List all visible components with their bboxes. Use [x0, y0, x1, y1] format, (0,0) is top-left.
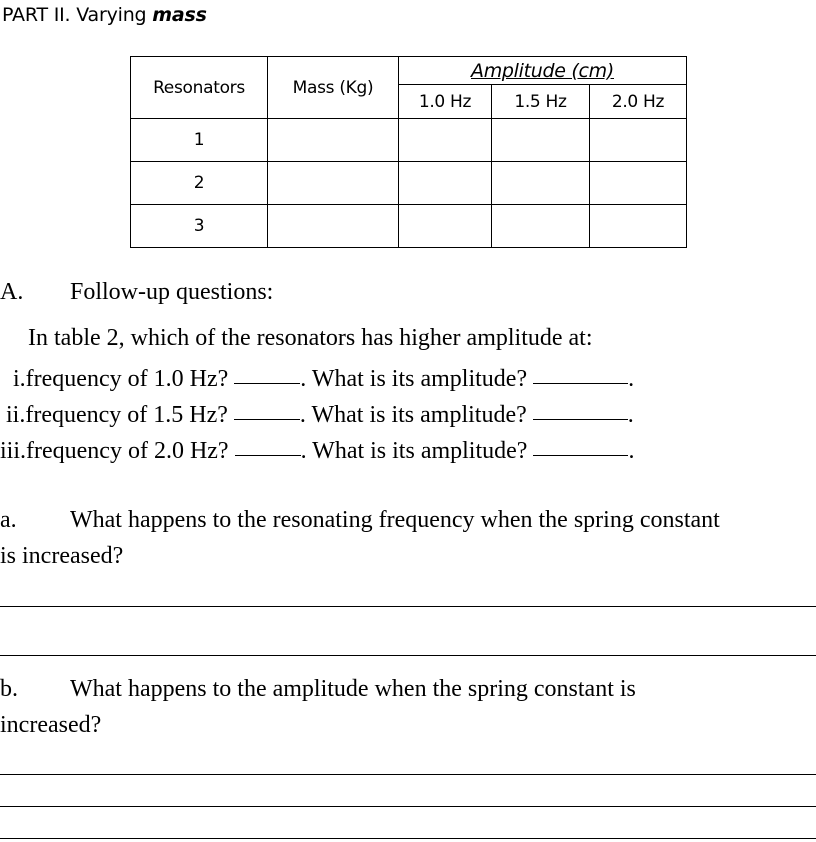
- amplitude-cell[interactable]: [590, 205, 687, 248]
- mass-cell[interactable]: [268, 162, 399, 205]
- amplitude-blank[interactable]: [533, 359, 628, 384]
- section-a-heading: [0, 279, 274, 306]
- amplitude-cell[interactable]: [590, 119, 687, 162]
- list-item: [13, 361, 634, 393]
- item-mid: . What is its amplitude?: [300, 438, 534, 464]
- item-mid: . What is its amplitude?: [300, 366, 534, 392]
- answer-line[interactable]: [0, 806, 816, 807]
- table-row: [131, 205, 687, 248]
- item-number: ii.: [6, 402, 26, 428]
- question-a-line2: is increased?: [0, 543, 124, 569]
- item-end: .: [628, 438, 635, 464]
- question-a-line1: What happens to the resonating frequency when the spring constant: [70, 507, 720, 533]
- question-b-line1: What happens to the amplitude when the spring constant is: [70, 676, 636, 702]
- header-freq-2: 1.5 Hz: [492, 85, 590, 119]
- amplitude-cell[interactable]: [492, 162, 590, 205]
- item-mid: . What is its amplitude?: [299, 402, 533, 428]
- amplitude-cell[interactable]: [492, 205, 590, 248]
- answer-line[interactable]: [0, 838, 816, 839]
- header-freq-3: 2.0 Hz: [590, 85, 687, 119]
- intro-text: In table 2, which of the resonators has higher amplitude at:: [28, 325, 593, 351]
- answer-line[interactable]: [0, 655, 816, 656]
- question-b-label: b.: [0, 676, 18, 702]
- amplitude-cell[interactable]: [399, 119, 492, 162]
- resonator-cell: 2: [131, 162, 268, 205]
- item-end: .: [627, 402, 634, 428]
- answer-blank[interactable]: [234, 359, 300, 384]
- data-table: [130, 56, 687, 248]
- resonator-cell: 1: [131, 119, 268, 162]
- amplitude-blank[interactable]: [533, 395, 628, 420]
- answer-blank[interactable]: [235, 431, 301, 456]
- amplitude-cell[interactable]: [399, 205, 492, 248]
- item-question: frequency of 1.5 Hz?: [25, 402, 234, 428]
- item-number: iii.: [0, 438, 27, 464]
- answer-blank[interactable]: [234, 395, 300, 420]
- part-title-prefix: PART II. Varying: [2, 4, 153, 26]
- item-number: i.: [13, 366, 26, 392]
- resonator-cell: 3: [131, 205, 268, 248]
- amplitude-cell[interactable]: [399, 162, 492, 205]
- header-mass: Mass (Kg): [268, 57, 399, 119]
- mass-cell[interactable]: [268, 205, 399, 248]
- header-resonators: Resonators: [131, 57, 268, 119]
- list-item: [0, 433, 634, 465]
- mass-cell[interactable]: [268, 119, 399, 162]
- amplitude-cell[interactable]: [590, 162, 687, 205]
- question-a-label: a.: [0, 507, 17, 533]
- table-row: [131, 162, 687, 205]
- question-b-line2: increased?: [0, 712, 102, 738]
- header-freq-1: 1.0 Hz: [399, 85, 492, 119]
- answer-line[interactable]: [0, 606, 816, 607]
- section-a-title: Follow-up questions:: [70, 279, 274, 305]
- part-title-emphasis: mass: [152, 4, 207, 26]
- amplitude-cell[interactable]: [492, 119, 590, 162]
- table-row: [131, 119, 687, 162]
- section-a-label: A.: [0, 279, 24, 305]
- part-title: [2, 4, 207, 26]
- answer-line[interactable]: [0, 774, 816, 775]
- item-question: frequency of 2.0 Hz?: [26, 438, 235, 464]
- amplitude-blank[interactable]: [533, 431, 628, 456]
- item-end: .: [628, 366, 635, 392]
- table-header-row: [131, 57, 687, 85]
- header-amplitude: Amplitude (cm): [399, 57, 687, 85]
- list-item: [6, 397, 634, 429]
- item-question: frequency of 1.0 Hz?: [25, 366, 235, 392]
